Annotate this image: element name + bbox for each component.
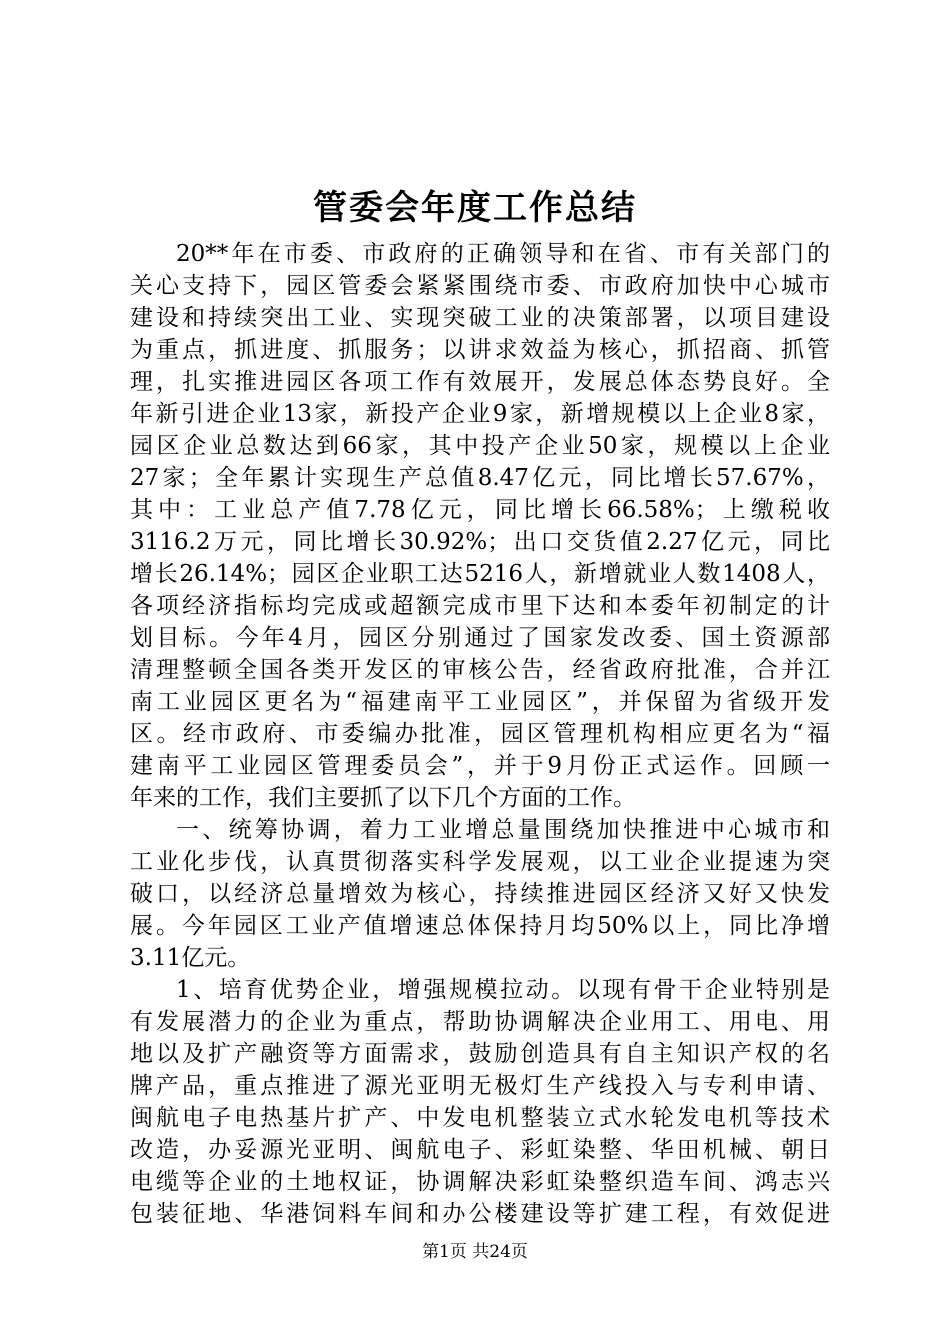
text-line: 建南平工业园区管理委员会”，并于9月份正式运作。回顾一 — [130, 753, 830, 779]
text-line: 电缆等企业的土地权证，协调解决彩虹染整织造车间、鸿志兴 — [130, 1169, 830, 1195]
text-line: 包装征地、华港饲料车间和办公楼建设等扩建工程，有效促进 — [130, 1201, 830, 1227]
text-line: 年新引进企业13家，新投产企业9家，新增规模以上企业8家， — [130, 401, 830, 427]
text-line: 3.11亿元。 — [130, 945, 251, 971]
text-line: 南工业园区更名为“福建南平工业园区”，并保留为省级开发 — [130, 689, 830, 715]
document-body — [130, 238, 830, 1230]
text-line: 展。今年园区工业产值增速总体保持月均50%以上，同比净增 — [130, 913, 830, 939]
text-line: 地以及扩产融资等方面需求，鼓励创造具有自主知识产权的名 — [130, 1041, 830, 1067]
text-line: 各项经济指标均完成或超额完成市里下达和本委年初制定的计 — [130, 593, 830, 619]
page-number-footer: 第1页 共24页 — [422, 1242, 528, 1262]
text-line: 改造，办妥源光亚明、闽航电子、彩虹染整、华田机械、朝日 — [130, 1137, 830, 1163]
text-line: 理，扎实推进园区各项工作有效展开，发展总体态势良好。全 — [130, 369, 830, 395]
text-line: 增长26.14%；园区企业职工达5216人，新增就业人数1408人， — [130, 561, 830, 587]
text-line: 其中：工业总产值7.78亿元，同比增长66.58%；上缴税收 — [130, 497, 830, 523]
text-line: 20**年在市委、市政府的正确领导和在省、市有关部门的 — [176, 241, 830, 267]
text-line: 1、培育优势企业，增强规模拉动。以现有骨干企业特别是 — [176, 977, 830, 1003]
text-line: 建设和持续突出工业、实现突破工业的决策部署，以项目建设 — [130, 305, 830, 331]
text-line: 一、统筹协调，着力工业增总量围绕加快推进中心城市和 — [176, 817, 830, 843]
text-line: 区。经市政府、市委编办批准，园区管理机构相应更名为“福 — [130, 721, 830, 747]
text-line: 为重点，抓进度、抓服务；以讲求效益为核心，抓招商、抓管 — [130, 337, 830, 363]
text-line: 有发展潜力的企业为重点，帮助协调解决企业用工、用电、用 — [130, 1009, 830, 1035]
text-line: 关心支持下，园区管委会紧紧围绕市委、市政府加快中心城市 — [130, 273, 830, 299]
text-line: 3116.2万元，同比增长30.92%；出口交货值2.27亿元，同比 — [130, 529, 830, 555]
document-title: 管委会年度工作总结 — [313, 188, 637, 228]
text-line: 牌产品，重点推进了源光亚明无极灯生产线投入与专利申请、 — [130, 1073, 830, 1099]
text-line: 划目标。今年4月，园区分别通过了国家发改委、国土资源部 — [130, 625, 830, 651]
text-line: 27家；全年累计实现生产总值8.47亿元，同比增长57.67%， — [130, 465, 830, 491]
text-line: 园区企业总数达到66家，其中投产企业50家，规模以上企业 — [130, 433, 830, 459]
text-line: 清理整顿全国各类开发区的审核公告，经省政府批准，合并江 — [130, 657, 830, 683]
text-line: 年来的工作，我们主要抓了以下几个方面的工作。 — [130, 785, 636, 811]
text-line: 破口，以经济总量增效为核心，持续推进园区经济又好又快发 — [130, 881, 830, 907]
text-line: 闽航电子电热基片扩产、中发电机整装立式水轮发电机等技术 — [130, 1105, 830, 1131]
text-line: 工业化步伐，认真贯彻落实科学发展观，以工业企业提速为突 — [130, 849, 830, 875]
